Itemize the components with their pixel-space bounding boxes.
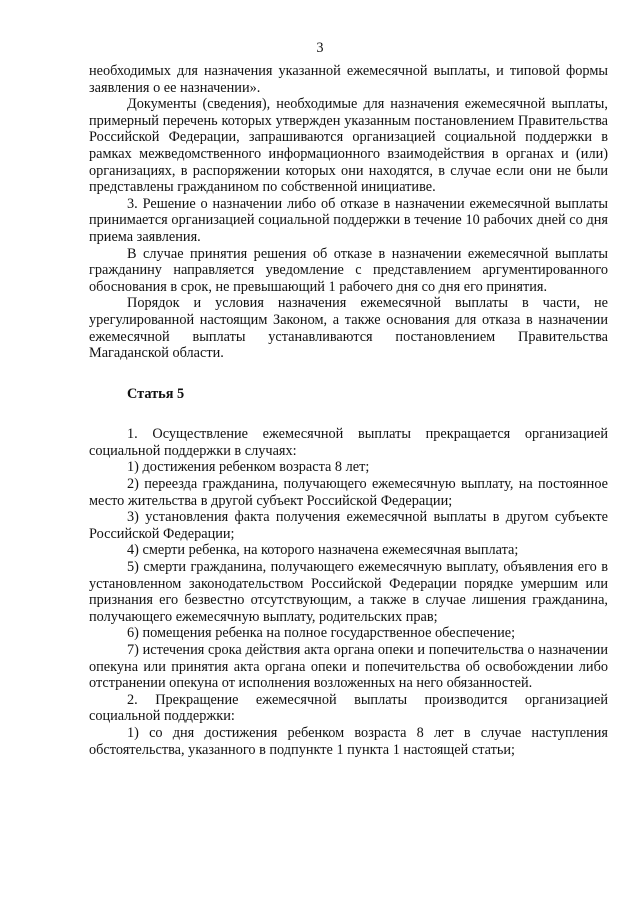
article-point-1: 1. Осуществление ежемесячной выплаты прекращается организацией социальной поддержки в случаях: (89, 426, 608, 459)
article-subpoint-7: 7) истечения срока действия акта органа опеки и попечительства о назначении опекуна или принятия акта органа опеки и попечительства об освобождении либо отстранении опекуна от исполнения возложенных на него обязанностей. (89, 642, 608, 692)
article-point-2-subpoint-1: 1) со дня достижения ребенком возраста 8 лет в случае наступления обстоятельства, указанного в подпункте 1 пункта 1 настоящей статьи; (89, 724, 608, 758)
article-point-2: 2. Прекращение ежемесячной выплаты производится организацией социальной поддержки: (89, 691, 608, 725)
paragraph-decision: 3. Решение о назначении либо об отказе в назначении ежемесячной выплаты принимается организацией социальной поддержки в течение 10 рабочих дней со дня приема заявления. (89, 195, 608, 245)
page-number: 3 (316, 40, 324, 56)
paragraph-refusal-notice: В случае принятия решения об отказе в назначении ежемесячной выплаты гражданину направляется уведомление с представлением аргументированного обоснования в срок, не превышающий 1 рабочего дня со дня его принятия. (89, 245, 608, 295)
document-body (89, 63, 608, 758)
paragraph-documents: Документы (сведения), необходимые для назначения ежемесячной выплаты, примерный перечень которых утвержден указанным постановлением Правительства Российской Федерации, запрашиваются организацией социальной поддержки в рамках межведомственного информационного взаимодействия в органах и (или) организациях, в распоряжении которых они находятся, в случае если они не были представлены гражданином по собственной инициативе. (89, 96, 608, 196)
article-subpoint-2: 2) переезда гражданина, получающего ежемесячную выплату, на постоянное место жительства в другой субъект Российской Федерации; (89, 476, 608, 509)
article-subpoint-4: 4) смерти ребенка, на которого назначена ежемесячная выплата; (127, 542, 519, 559)
article-subpoint-6: 6) помещения ребенка на полное государственное обеспечение; (127, 625, 516, 642)
article-subpoint-1: 1) достижения ребенком возраста 8 лет; (127, 459, 370, 476)
paragraph-continuation: необходимых для назначения указанной ежемесячной выплаты, и типовой формы заявления о ее назначении». (89, 63, 608, 96)
article-subpoint-5: 5) смерти гражданина, получающего ежемесячную выплату, объявления его в установленном законодательством Российской Федерации порядке умершим или признания его безвестно отсутствующим, а также в случае лишения гражданина, получающего ежемесячную выплату, родительских прав; (89, 559, 608, 625)
article-heading: Статья 5 (127, 385, 185, 402)
paragraph-procedure: Порядок и условия назначения ежемесячной выплаты в части, не урегулированной настоящим Законом, а также основания для отказа в назначении ежемесячной выплаты устанавливаются постановлением Правительства Магаданской области. (89, 295, 608, 362)
article-subpoint-3: 3) установления факта получения ежемесячной выплаты в другом субъекте Российской Федерации; (89, 509, 608, 542)
